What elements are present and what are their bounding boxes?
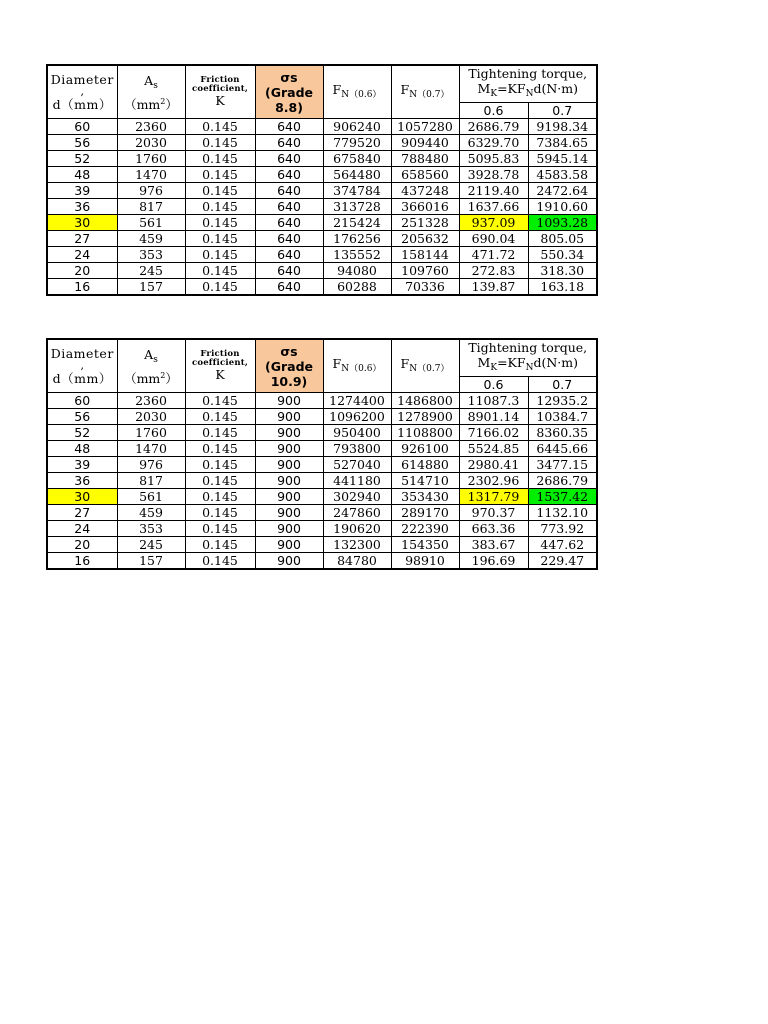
cell-sigma: 640 <box>255 279 323 296</box>
cell-sigma: 900 <box>255 505 323 521</box>
cell-sigma: 640 <box>255 263 323 279</box>
header-as-subscript: s <box>153 354 158 365</box>
cell-torque-07: 805.05 <box>528 231 597 247</box>
table-body <box>47 119 597 296</box>
cell-fn-06: 950400 <box>323 425 391 441</box>
cell-stress-area: 245 <box>117 263 185 279</box>
cell-fn-07: 514710 <box>391 473 459 489</box>
header-fn06-subscript: N（0.6） <box>341 363 382 374</box>
formula-m: M <box>477 355 491 370</box>
cell-torque-06: 6329.70 <box>459 135 528 151</box>
cell-stress-area: 1470 <box>117 441 185 457</box>
formula-eq: =KF <box>497 355 526 370</box>
cell-torque-06: 383.67 <box>459 537 528 553</box>
header-torque-title: Tightening torque, <box>468 340 588 355</box>
header-friction-line1: Friction <box>200 349 240 359</box>
cell-torque-07: 447.62 <box>528 537 597 553</box>
cell-torque-07: 10384.7 <box>528 409 597 425</box>
formula-n-sub: N <box>525 363 534 373</box>
cell-fn-07: 366016 <box>391 199 459 215</box>
table-row <box>47 119 597 135</box>
cell-friction: 0.145 <box>185 183 255 199</box>
cell-torque-07: 6445.66 <box>528 441 597 457</box>
cell-friction: 0.145 <box>185 521 255 537</box>
header-sigma-grade-value: 8.8) <box>275 99 303 115</box>
cell-torque-06: 2980.41 <box>459 457 528 473</box>
header-sigma-grade-label: (Grade <box>265 358 313 374</box>
cell-sigma: 640 <box>255 151 323 167</box>
cell-torque-06: 5095.83 <box>459 151 528 167</box>
cell-friction: 0.145 <box>185 263 255 279</box>
cell-diameter: 56 <box>47 409 117 425</box>
cell-diameter: 20 <box>47 263 117 279</box>
cell-fn-06: 190620 <box>323 521 391 537</box>
cell-sigma: 900 <box>255 425 323 441</box>
cell-friction: 0.145 <box>185 489 255 505</box>
cell-sigma: 900 <box>255 537 323 553</box>
cell-torque-06: 970.37 <box>459 505 528 521</box>
cell-fn-06: 906240 <box>323 119 391 135</box>
cell-stress-area: 1760 <box>117 425 185 441</box>
cell-fn-07: 251328 <box>391 215 459 231</box>
header-fn07-symbol: F <box>400 355 410 371</box>
cell-fn-06: 247860 <box>323 505 391 521</box>
cell-stress-area: 157 <box>117 553 185 570</box>
header-as-symbol: A <box>144 72 154 88</box>
header-torque-formula <box>462 81 595 102</box>
header-as-unit: （mm <box>124 370 161 386</box>
bolt-table-grade-8-8 <box>46 64 598 296</box>
table-row <box>47 151 597 167</box>
header-fn07-subscript: N（0.7） <box>409 89 450 100</box>
cell-fn-06: 302940 <box>323 489 391 505</box>
cell-friction: 0.145 <box>185 215 255 231</box>
table-row <box>47 425 597 441</box>
cell-diameter: 30 <box>47 489 117 505</box>
cell-diameter: 27 <box>47 231 117 247</box>
cell-friction: 0.145 <box>185 553 255 570</box>
cell-fn-07: 614880 <box>391 457 459 473</box>
cell-fn-06: 60288 <box>323 279 391 296</box>
cell-diameter: 36 <box>47 473 117 489</box>
cell-stress-area: 817 <box>117 473 185 489</box>
cell-fn-07: 437248 <box>391 183 459 199</box>
cell-torque-06: 139.87 <box>459 279 528 296</box>
header-friction-line2: coefficient, <box>191 84 249 94</box>
header-stress-area <box>117 65 185 119</box>
cell-diameter: 52 <box>47 425 117 441</box>
header-sigma-grade-label: (Grade <box>265 84 313 100</box>
cell-torque-06: 937.09 <box>459 215 528 231</box>
cell-torque-06: 7166.02 <box>459 425 528 441</box>
cell-stress-area: 2360 <box>117 393 185 409</box>
cell-friction: 0.145 <box>185 247 255 263</box>
cell-fn-07: 1057280 <box>391 119 459 135</box>
cell-fn-06: 135552 <box>323 247 391 263</box>
cell-fn-06: 94080 <box>323 263 391 279</box>
cell-stress-area: 2360 <box>117 119 185 135</box>
cell-diameter: 60 <box>47 119 117 135</box>
formula-m-sub: K <box>490 363 498 373</box>
header-friction <box>185 339 255 393</box>
table-row <box>47 263 597 279</box>
table-row <box>47 199 597 215</box>
cell-fn-06: 564480 <box>323 167 391 183</box>
header-sigma-grade <box>255 65 323 119</box>
cell-fn-06: 176256 <box>323 231 391 247</box>
header-friction-line2: coefficient, <box>191 358 249 368</box>
header-as-unit-close: ） <box>165 96 178 112</box>
header-diameter-label: Diameter <box>50 72 114 87</box>
cell-sigma: 640 <box>255 231 323 247</box>
cell-torque-07: 12935.2 <box>528 393 597 409</box>
header-row <box>47 339 597 377</box>
header-fn06-subscript: N（0.6） <box>341 89 382 100</box>
bolt-table-grade-10-9 <box>46 338 598 570</box>
table-row <box>47 505 597 521</box>
cell-stress-area: 561 <box>117 215 185 231</box>
cell-torque-06: 2302.96 <box>459 473 528 489</box>
table-row <box>47 441 597 457</box>
header-as-unit: （mm <box>124 96 161 112</box>
cell-diameter: 52 <box>47 151 117 167</box>
cell-fn-07: 98910 <box>391 553 459 570</box>
cell-friction: 0.145 <box>185 473 255 489</box>
header-fn07-subscript: N（0.7） <box>409 363 450 374</box>
header-as-symbol: A <box>144 346 154 362</box>
cell-fn-06: 132300 <box>323 537 391 553</box>
header-row <box>47 65 597 103</box>
cell-stress-area: 1760 <box>117 151 185 167</box>
cell-diameter: 16 <box>47 279 117 296</box>
cell-fn-07: 658560 <box>391 167 459 183</box>
cell-diameter: 39 <box>47 183 117 199</box>
header-diameter <box>47 339 117 393</box>
cell-sigma: 640 <box>255 135 323 151</box>
cell-friction: 0.145 <box>185 409 255 425</box>
header-sigma-symbol: σs <box>280 343 298 359</box>
cell-stress-area: 1470 <box>117 167 185 183</box>
cell-sigma: 900 <box>255 393 323 409</box>
cell-fn-07: 70336 <box>391 279 459 296</box>
header-friction-line1: Friction <box>200 75 240 85</box>
header-fn-07 <box>391 339 459 393</box>
cell-fn-07: 154350 <box>391 537 459 553</box>
cell-friction: 0.145 <box>185 505 255 521</box>
cell-fn-07: 158144 <box>391 247 459 263</box>
table-row <box>47 393 597 409</box>
header-ratio-07: 0.7 <box>528 377 597 393</box>
header-diameter-comma: , <box>80 359 84 372</box>
cell-fn-06: 527040 <box>323 457 391 473</box>
cell-fn-06: 215424 <box>323 215 391 231</box>
cell-torque-06: 1637.66 <box>459 199 528 215</box>
cell-sigma: 640 <box>255 215 323 231</box>
cell-fn-06: 441180 <box>323 473 391 489</box>
formula-n-sub: N <box>525 89 534 99</box>
cell-fn-06: 313728 <box>323 199 391 215</box>
cell-friction: 0.145 <box>185 457 255 473</box>
cell-diameter: 20 <box>47 537 117 553</box>
cell-torque-07: 163.18 <box>528 279 597 296</box>
cell-fn-07: 1108800 <box>391 425 459 441</box>
cell-stress-area: 2030 <box>117 409 185 425</box>
cell-diameter: 30 <box>47 215 117 231</box>
table-body <box>47 393 597 570</box>
table-row <box>47 247 597 263</box>
cell-friction: 0.145 <box>185 279 255 296</box>
cell-torque-06: 11087.3 <box>459 393 528 409</box>
cell-torque-07: 773.92 <box>528 521 597 537</box>
cell-torque-06: 3928.78 <box>459 167 528 183</box>
cell-torque-07: 1910.60 <box>528 199 597 215</box>
header-diameter-unit: d（mm） <box>52 371 112 386</box>
cell-friction: 0.145 <box>185 151 255 167</box>
header-as-subscript: s <box>153 80 158 91</box>
table-row <box>47 231 597 247</box>
header-friction-k: K <box>215 367 225 382</box>
cell-friction: 0.145 <box>185 199 255 215</box>
table-row <box>47 409 597 425</box>
cell-fn-07: 109760 <box>391 263 459 279</box>
table-row <box>47 183 597 199</box>
formula-eq: =KF <box>497 81 526 96</box>
header-tightening-torque <box>459 339 597 377</box>
table-row <box>47 473 597 489</box>
cell-torque-07: 1132.10 <box>528 505 597 521</box>
cell-fn-06: 1096200 <box>323 409 391 425</box>
cell-stress-area: 353 <box>117 521 185 537</box>
cell-torque-07: 7384.65 <box>528 135 597 151</box>
table-row <box>47 537 597 553</box>
cell-diameter: 27 <box>47 505 117 521</box>
cell-torque-07: 318.30 <box>528 263 597 279</box>
cell-fn-06: 793800 <box>323 441 391 457</box>
table-row <box>47 521 597 537</box>
header-stress-area <box>117 339 185 393</box>
cell-sigma: 640 <box>255 183 323 199</box>
cell-diameter: 36 <box>47 199 117 215</box>
formula-m: M <box>477 81 491 96</box>
cell-torque-06: 663.36 <box>459 521 528 537</box>
cell-stress-area: 353 <box>117 247 185 263</box>
cell-stress-area: 157 <box>117 279 185 296</box>
cell-fn-07: 1278900 <box>391 409 459 425</box>
cell-fn-07: 205632 <box>391 231 459 247</box>
cell-stress-area: 976 <box>117 183 185 199</box>
formula-tail: d(N·m) <box>533 355 578 370</box>
table-row <box>47 167 597 183</box>
cell-stress-area: 976 <box>117 457 185 473</box>
cell-torque-06: 5524.85 <box>459 441 528 457</box>
header-sigma-grade <box>255 339 323 393</box>
cell-friction: 0.145 <box>185 393 255 409</box>
cell-torque-07: 1093.28 <box>528 215 597 231</box>
header-fn06-symbol: F <box>332 355 342 371</box>
cell-torque-07: 4583.58 <box>528 167 597 183</box>
table-row <box>47 489 597 505</box>
header-diameter-unit: d（mm） <box>52 97 112 112</box>
cell-fn-07: 788480 <box>391 151 459 167</box>
cell-sigma: 640 <box>255 247 323 263</box>
header-diameter-label: Diameter <box>50 346 114 361</box>
table-row <box>47 135 597 151</box>
header-fn-06 <box>323 65 391 119</box>
cell-torque-07: 1537.42 <box>528 489 597 505</box>
cell-diameter: 48 <box>47 441 117 457</box>
cell-fn-06: 1274400 <box>323 393 391 409</box>
cell-diameter: 48 <box>47 167 117 183</box>
cell-stress-area: 2030 <box>117 135 185 151</box>
cell-fn-07: 289170 <box>391 505 459 521</box>
header-torque-title: Tightening torque, <box>468 66 588 81</box>
cell-sigma: 900 <box>255 441 323 457</box>
cell-diameter: 24 <box>47 247 117 263</box>
cell-torque-07: 2686.79 <box>528 473 597 489</box>
header-ratio-06: 0.6 <box>459 377 528 393</box>
cell-sigma: 900 <box>255 457 323 473</box>
cell-stress-area: 459 <box>117 231 185 247</box>
header-diameter-comma: , <box>80 85 84 98</box>
cell-friction: 0.145 <box>185 425 255 441</box>
cell-stress-area: 459 <box>117 505 185 521</box>
cell-torque-07: 2472.64 <box>528 183 597 199</box>
header-fn07-symbol: F <box>400 81 410 97</box>
header-ratio-07: 0.7 <box>528 103 597 119</box>
cell-sigma: 900 <box>255 553 323 570</box>
cell-friction: 0.145 <box>185 441 255 457</box>
cell-sigma: 900 <box>255 489 323 505</box>
formula-m-sub: K <box>490 89 498 99</box>
cell-fn-06: 84780 <box>323 553 391 570</box>
formula-tail: d(N·m) <box>533 81 578 96</box>
cell-torque-06: 272.83 <box>459 263 528 279</box>
table-row <box>47 457 597 473</box>
cell-diameter: 60 <box>47 393 117 409</box>
cell-friction: 0.145 <box>185 537 255 553</box>
cell-torque-07: 8360.35 <box>528 425 597 441</box>
cell-diameter: 24 <box>47 521 117 537</box>
cell-torque-07: 9198.34 <box>528 119 597 135</box>
cell-torque-06: 1317.79 <box>459 489 528 505</box>
cell-fn-07: 222390 <box>391 521 459 537</box>
cell-fn-07: 1486800 <box>391 393 459 409</box>
cell-fn-06: 779520 <box>323 135 391 151</box>
cell-stress-area: 817 <box>117 199 185 215</box>
cell-sigma: 900 <box>255 409 323 425</box>
cell-diameter: 39 <box>47 457 117 473</box>
cell-sigma: 640 <box>255 167 323 183</box>
header-fn-06 <box>323 339 391 393</box>
cell-sigma: 900 <box>255 521 323 537</box>
header-diameter <box>47 65 117 119</box>
cell-sigma: 640 <box>255 199 323 215</box>
cell-fn-07: 926100 <box>391 441 459 457</box>
header-as-unit-close: ） <box>165 370 178 386</box>
header-friction <box>185 65 255 119</box>
cell-torque-06: 690.04 <box>459 231 528 247</box>
cell-friction: 0.145 <box>185 135 255 151</box>
header-tightening-torque <box>459 65 597 103</box>
cell-friction: 0.145 <box>185 167 255 183</box>
table-row <box>47 553 597 570</box>
header-torque-formula <box>462 355 595 376</box>
cell-torque-06: 196.69 <box>459 553 528 570</box>
cell-fn-06: 675840 <box>323 151 391 167</box>
table-row <box>47 279 597 296</box>
cell-torque-06: 471.72 <box>459 247 528 263</box>
cell-sigma: 640 <box>255 119 323 135</box>
header-fn-07 <box>391 65 459 119</box>
header-ratio-06: 0.6 <box>459 103 528 119</box>
cell-friction: 0.145 <box>185 119 255 135</box>
cell-sigma: 900 <box>255 473 323 489</box>
cell-fn-07: 353430 <box>391 489 459 505</box>
cell-torque-06: 2119.40 <box>459 183 528 199</box>
cell-stress-area: 561 <box>117 489 185 505</box>
table-row <box>47 215 597 231</box>
cell-fn-06: 374784 <box>323 183 391 199</box>
header-sigma-grade-value: 10.9) <box>270 373 308 389</box>
cell-torque-07: 3477.15 <box>528 457 597 473</box>
header-fn06-symbol: F <box>332 81 342 97</box>
cell-diameter: 16 <box>47 553 117 570</box>
cell-stress-area: 245 <box>117 537 185 553</box>
header-as-unit-sup: 2 <box>160 370 166 380</box>
cell-fn-07: 909440 <box>391 135 459 151</box>
cell-torque-06: 2686.79 <box>459 119 528 135</box>
header-friction-k: K <box>215 93 225 108</box>
cell-torque-07: 5945.14 <box>528 151 597 167</box>
cell-torque-06: 8901.14 <box>459 409 528 425</box>
cell-torque-07: 550.34 <box>528 247 597 263</box>
cell-torque-07: 229.47 <box>528 553 597 570</box>
cell-friction: 0.145 <box>185 231 255 247</box>
header-sigma-symbol: σs <box>280 69 298 85</box>
header-as-unit-sup: 2 <box>160 96 166 106</box>
cell-diameter: 56 <box>47 135 117 151</box>
